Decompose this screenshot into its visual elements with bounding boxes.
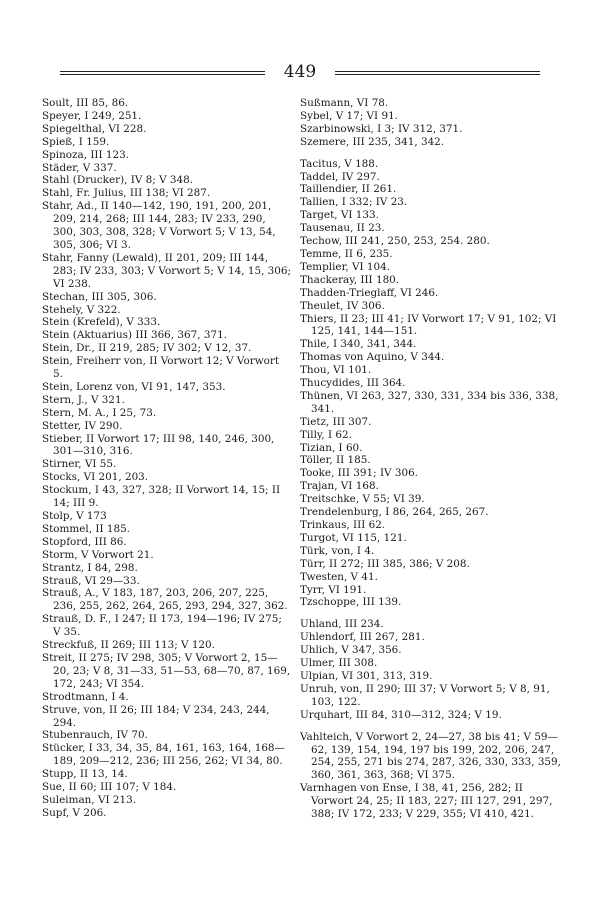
index-entry: Thadden-Trieglaff, VI 246. (300, 286, 439, 299)
index-entry: Struve, von, II 26; III 184; V 234, 243, 244, 294. (42, 703, 270, 729)
index-entry: Spinoza, III 123. (42, 148, 130, 161)
index-entry: Trajan, VI 168. (300, 480, 379, 493)
index-entry: Turgot, VI 115, 121. (300, 531, 407, 544)
index-entry: Templier, VI 104. (300, 260, 391, 273)
index-entry: Ulpian, VI 301, 313, 319. (300, 669, 433, 682)
index-column-left (42, 97, 292, 820)
index-entry: Tizian, I 60. (300, 441, 363, 454)
index-entry: Taillendier, II 261. (300, 183, 397, 196)
index-entry: Strauß, A., V 183, 187, 203, 206, 207, 225, 236, 255, 262, 264, 265, 293, 294, 327, 362. (42, 587, 288, 613)
index-entry: Twesten, V 41. (300, 570, 378, 583)
index-entry: Thile, I 340, 341, 344. (300, 338, 417, 351)
index-entry: Varnhagen von Ense, I 38, 41, 256, 282; II Vorwort 24, 25; II 183, 227; III 127, 291, 297, 388; IV 172, 233; V 229, 355; VI 410, 421. (300, 782, 553, 821)
index-entry: Stolp, V 173 (42, 510, 107, 522)
index-entry: Stein, Freiherr von, II Vorwort 12; V Vorwort 5. (42, 355, 279, 381)
index-entry: Stein, Lorenz von, VI 91, 147, 353. (42, 380, 226, 393)
index-entry: Stommel, II 185. (42, 522, 130, 535)
index-entry: Strodtmann, I 4. (42, 690, 129, 703)
index-entry: Sue, II 60; III 107; V 184. (42, 781, 177, 794)
index-entry: Stehely, V 322. (42, 303, 121, 316)
index-entry: Tausenau, II 23. (300, 222, 385, 235)
index-entry: Speyer, I 249, 251. (42, 109, 142, 122)
index-entry: Tooke, III 391; IV 306. (300, 467, 418, 480)
index-entry: Tietz, III 307. (300, 415, 372, 428)
index-entry: Thomas von Aquino, V 344. (300, 351, 445, 364)
index-entry: Türk, von, I 4. (300, 544, 375, 557)
index-entry: Treitschke, V 55; VI 39. (300, 493, 425, 506)
index-entry: Temme, II 6, 235. (300, 247, 393, 260)
page-number: 449 (283, 62, 317, 82)
index-entry: Stechan, III 305, 306. (42, 290, 157, 303)
index-entry: Stetter, IV 290. (42, 419, 123, 432)
index-entry: Sußmann, VI 78. (300, 97, 389, 109)
index-entry: Strauß, VI 29—33. (42, 574, 140, 587)
index-entry: Stubenrauch, IV 70. (42, 729, 148, 742)
index-entry: Tilly, I 62. (300, 428, 352, 441)
index-entry: Stocks, VI 201, 203. (42, 471, 149, 484)
header-rule-right (335, 71, 540, 75)
index-entry: Suleiman, VI 213. (42, 793, 136, 806)
index-entry: Stahl (Drucker), IV 8; V 348. (42, 174, 194, 187)
index-entry: Spieß, I 159. (42, 135, 110, 148)
index-entry: Stahr, Ad., II 140—142, 190, 191, 200, 201, 209, 214, 268; III 144, 283; IV 233, 290, 300, 303, 308, 328; V Vorwort 5; V 13, 54, 305, 306; VI 3. (42, 200, 276, 251)
index-entry: Uhlendorf, III 267, 281. (300, 631, 425, 644)
index-entry: Thou, VI 101. (300, 364, 372, 377)
index-entry: Stücker, I 33, 34, 35, 84, 161, 163, 164, 168—189, 209—212, 236; III 256, 262; VI 34, 80. (42, 742, 285, 768)
index-entry: Türr, II 272; III 385, 386; V 208. (300, 557, 470, 570)
index-entry: Stein, Dr., II 219, 285; IV 302; V 12, 37. (42, 342, 252, 355)
index-entry: Spiegelthal, VI 228. (42, 122, 147, 135)
index-entry: Urquhart, III 84, 310—312, 324; V 19. (300, 708, 502, 721)
index-entry: Stahr, Fanny (Lewald), II 201, 209; III 144, 283; IV 233, 303; V Vorwort 5; V 14, 15, 306; VI 238. (42, 251, 292, 290)
index-entry: Streit, II 275; IV 298, 305; V Vorwort 2, 15—20, 23; V 8, 31—33, 51—53, 68—70, 87, 169, 172, 243; VI 354. (42, 651, 291, 690)
index-entry: Unruh, von, II 290; III 37; V Vorwort 5; V 8, 91, 103, 122. (300, 682, 550, 708)
index-entry: Stupp, II 13, 14. (42, 768, 128, 781)
index-entry: Stern, J., V 321. (42, 393, 125, 406)
index-entry: Szemere, III 235, 341, 342. (300, 135, 445, 148)
index-entry: Städer, V 337. (42, 161, 117, 174)
index-entry: Töller, II 185. (300, 454, 371, 467)
index-entry: Tzschoppe, III 139. (300, 596, 402, 609)
index-entry: Stern, M. A., I 25, 73. (42, 406, 157, 419)
index-entry: Stopford, III 86. (42, 535, 127, 548)
index-entry: Streckfuß, II 269; III 113; V 120. (42, 639, 215, 652)
index-entry: Theulet, IV 306. (300, 299, 385, 312)
index-entry: Stein (Aktuarius) III 366, 367, 371. (42, 329, 227, 342)
index-entry: Stieber, II Vorwort 17; III 98, 140, 246, 300, 301—310, 316. (42, 432, 275, 458)
index-entry: Target, VI 133. (300, 209, 379, 222)
index-entry: Strauß, D. F., I 247; II 173, 194—196; IV 275; V 35. (42, 613, 282, 639)
index-entry: Stahl, Fr. Julius, III 138; VI 287. (42, 187, 211, 200)
index-entry: Sybel, V 17; VI 91. (300, 109, 398, 122)
index-entry: Tyrr, VI 191. (300, 583, 367, 596)
index-entry: Trendelenburg, I 86, 264, 265, 267. (300, 506, 489, 519)
index-column-right (300, 97, 562, 821)
index-entry: Supf, V 206. (42, 806, 107, 819)
index-entry: Thiers, II 23; III 41; IV Vorwort 17; V 91, 102; VI 125, 141, 144—151. (300, 312, 557, 338)
index-entry: Uhland, III 234. (300, 618, 384, 631)
index-entry: Trinkaus, III 62. (300, 519, 386, 531)
index-entry: Uhlich, V 347, 356. (300, 644, 402, 657)
index-entry: Soult, III 85, 86. (42, 97, 129, 109)
index-entry: Taddel, IV 297. (300, 170, 380, 183)
index-entry: Tallien, I 332; IV 23. (300, 196, 408, 209)
index-entry: Strantz, I 84, 298. (42, 561, 138, 574)
index-entry: Szarbinowski, I 3; IV 312, 371. (300, 122, 463, 135)
index-entry: Ulmer, III 308. (300, 657, 378, 670)
index-entry: Thucydides, III 364. (300, 377, 406, 390)
index-entry: Stockum, I 43, 327, 328; II Vorwort 14, 15; II 14; III 9. (42, 484, 281, 510)
index-entry: Thackeray, III 180. (300, 273, 400, 286)
index-entry: Techow, III 241, 250, 253, 254. 280. (300, 235, 490, 248)
index-entry: Tacitus, V 188. (300, 157, 379, 170)
index-entry: Vahlteich, V Vorwort 2, 24—27, 38 bis 41; V 59—62, 139, 154, 194, 197 bis 199, 202, 206, 247, 254, 255, 271 bis 274, 287, 326, 330, 333, 359, 360, 361, 363, 368; VI 375. (300, 730, 561, 782)
header-rule-left (60, 71, 265, 75)
page-header (60, 60, 540, 84)
index-entry: Thünen, VI 263, 327, 330, 331, 334 bis 336, 338, 341. (300, 389, 559, 415)
index-entry: Stirner, VI 55. (42, 458, 117, 471)
index-entry: Storm, V Vorwort 21. (42, 548, 154, 561)
index-entry: Stein (Krefeld), V 333. (42, 316, 161, 329)
